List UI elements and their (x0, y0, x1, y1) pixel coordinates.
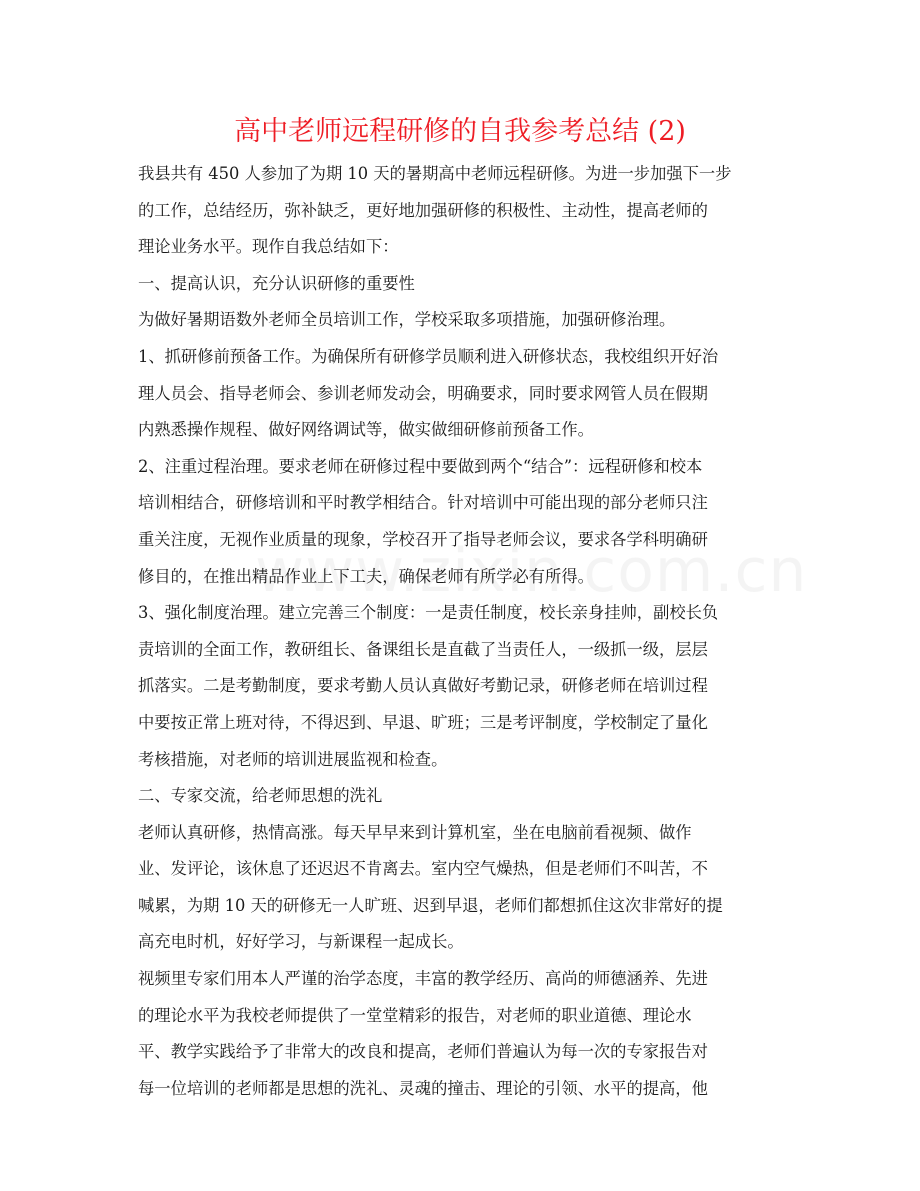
text-line: 的工作，总结经历，弥补缺乏，更好地加强研修的积极性、主动性，提高老师的 (138, 200, 708, 220)
text-line: 喊累，为期 10 天的研修无一人旷班、迟到早退，老师们都想抓住这次非常好的提 (138, 895, 723, 915)
text-line: 重关注度，无视作业质量的现象，学校召开了指导老师会议，要求各学科明确研 (138, 529, 708, 549)
text-line: 平、教学实践给予了非常大的改良和提高，老师们普遍认为每一次的专家报告对 (138, 1042, 708, 1062)
text-line: 3、强化制度治理。建立完善三个制度：一是责任制度，校长亲身挂帅，副校长负 (138, 603, 719, 623)
text-line: 中要按正常上班对待，不得迟到、早退、旷班；三是考评制度，学校制定了量化 (138, 712, 708, 732)
text-line: 考核措施，对老师的培训进展监视和检查。 (138, 749, 448, 769)
document-body (138, 156, 788, 1107)
text-line: 的理论水平为我校老师提供了一堂堂精彩的报告，对老师的职业道德、理论水 (138, 1005, 692, 1025)
text-line: 理人员会、指导老师会、参训老师发动会，明确要求，同时要求网管人员在假期 (138, 383, 708, 403)
text-line: 老师认真研修，热情高涨。每天早早来到计算机室，坐在电脑前看视频、做作 (138, 822, 692, 842)
text-line: 业、发评论，该休息了还迟迟不肯离去。室内空气燥热，但是老师们不叫苦，不 (138, 859, 708, 879)
text-line: 每一位培训的老师都是思想的洗礼、灵魂的撞击、理论的引领、水平的提高，他 (138, 1078, 708, 1098)
text-line: 为做好暑期语数外老师全员培训工作，学校采取多项措施，加强研修治理。 (138, 310, 676, 330)
text-line: 视频里专家们用本人严谨的治学态度，丰富的教学经历、高尚的师德涵养、先进 (138, 969, 708, 989)
text-line: 培训相结合，研修培训和平时教学相结合。针对培训中可能出现的部分老师只注 (138, 493, 708, 513)
document-title: 高中老师远程研修的自我参考总结 (2) (234, 116, 686, 147)
text-line: 责培训的全面工作，教研组长、备课组长是直截了当责任人，一级抓一级，层层 (138, 639, 708, 659)
text-line: 二、专家交流，给老师思想的洗礼 (138, 786, 383, 806)
text-line: 修目的，在推出精品作业上下工夫，确保老师有所学必有所得。 (138, 566, 594, 586)
text-line: 1、抓研修前预备工作。为确保所有研修学员顺利进入研修状态，我校组织开好治 (138, 346, 719, 366)
text-line: 一、提高认识，充分认识研修的重要性 (138, 273, 415, 293)
text-line: 抓落实。二是考勤制度，要求考勤人员认真做好考勤记录，研修老师在培训过程 (138, 676, 708, 696)
text-line: 理论业务水平。现作自我总结如下： (138, 237, 399, 257)
text-line: 2、注重过程治理。要求老师在研修过程中要做到两个“结合”：远程研修和校本 (138, 456, 703, 476)
text-line: 我县共有 450 人参加了为期 10 天的暑期高中老师远程研修。为进一步加强下一步 (138, 164, 732, 183)
text-line: 高充电时机，好好学习，与新课程一起成长。 (138, 932, 464, 952)
text-line: 内熟悉操作规程、做好网络调试等，做实做细研修前预备工作。 (138, 420, 594, 440)
